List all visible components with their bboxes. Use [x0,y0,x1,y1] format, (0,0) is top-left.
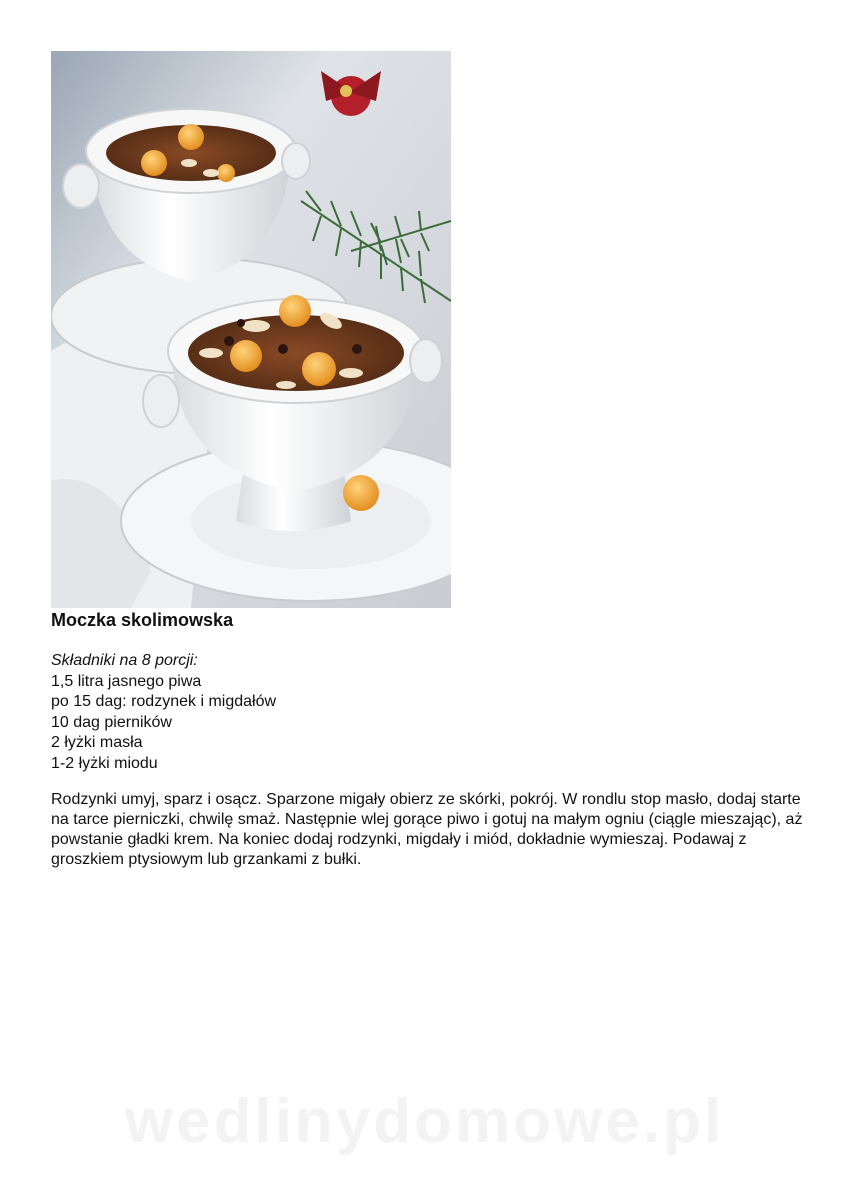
recipe-title: Moczka skolimowska [51,610,234,630]
ingredient-item: 2 łyżki masła [51,734,143,751]
recipe-instructions: Rodzynki umyj, sparz i osącz. Sparzone migały obierz ze skórki, pokrój. W rondlu stop masło, dodaj starte na tarce pierniczki, chwilę smaż. Następnie wlej gorące piwo i gotuj na małym ogniu (ciągle mieszając), aż powstanie gładki krem. Na koniec dodaj rodzynki, migdały i miód, dokładnie wymieszaj. Podawaj z groszkiem ptysiowym lub grzankami z bułki. [51,791,803,868]
recipe-photo [51,51,451,608]
ingredients-list [51,651,276,774]
ingredient-item: 1,5 litra jasnego piwa [51,672,202,690]
ingredient-item: 1-2 łyżki miodu [51,754,158,772]
ingredients-label: Składniki na 8 porcji: [51,652,198,669]
watermark: wedlinydomowe.pl [124,1087,725,1156]
ingredient-item: 10 dag pierników [51,713,172,731]
ingredient-item: po 15 dag: rodzynek i migdałów [51,693,277,710]
